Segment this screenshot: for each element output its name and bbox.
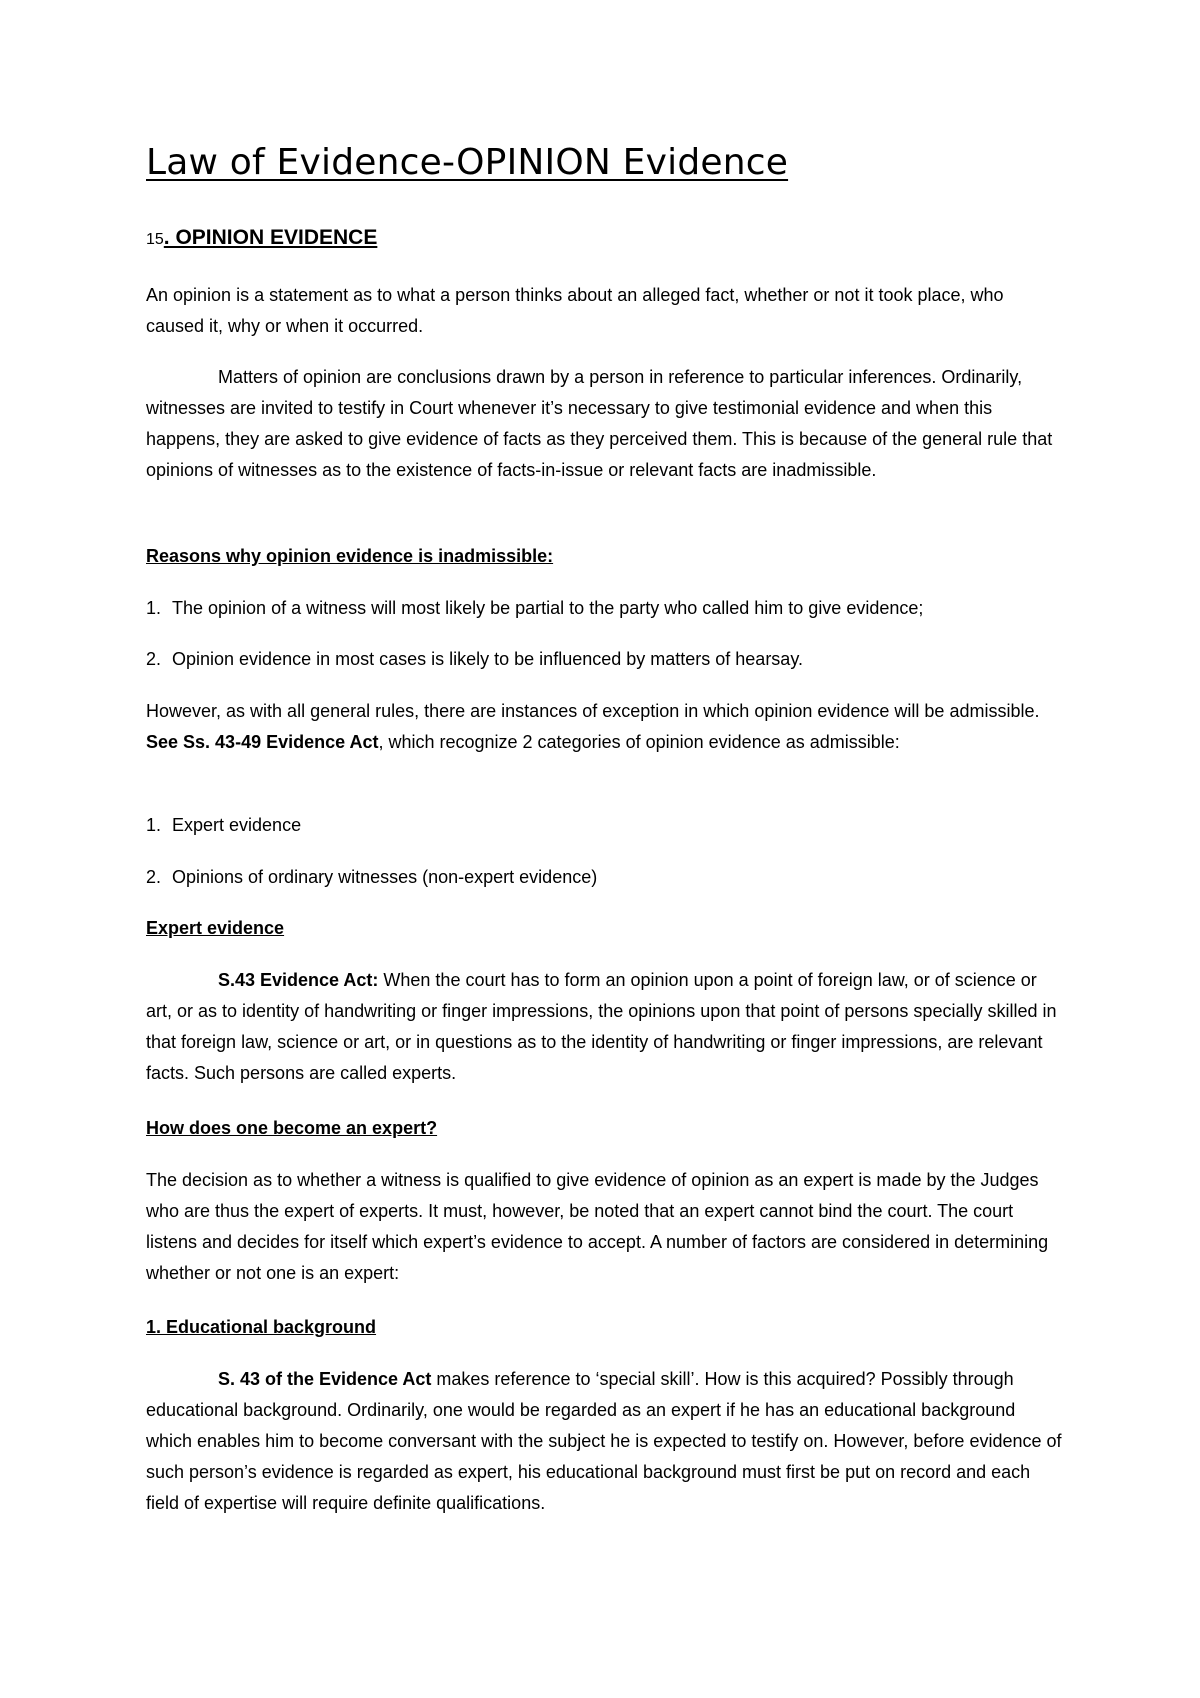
expert-evidence-heading: Expert evidence [146, 918, 285, 938]
s43-text: When the court has to form an opinion upon a point of foreign law, or of science or art, or as to identity of handwriting or finger impressions, the opinions upon that point of persons specially skilled in that foreign law, science or art, or in questions as to the identity of handwriting or finger impressions, are relevant facts. Such persons are called experts. [146, 970, 1057, 1083]
reason-number: 1. [146, 598, 162, 618]
category-item-1 [146, 810, 301, 841]
exception-text-before: However, as with all general rules, there are instances of exception in which opinion evidence will be admissible. [146, 701, 1040, 721]
s43-paragraph [146, 965, 1066, 1089]
opinion-paragraph: Matters of opinion are conclusions drawn by a person in reference to particular inferences. Ordinarily, witnesses are invited to testify in Court whenever it’s necessary to give testimonial evidence and when this happens, they are asked to give evidence of facts as they perceived them. This is because of the general rule that opinions of witnesses as to the existence of facts-in-issue or relevant facts are inadmissible. [146, 367, 1053, 480]
decision-paragraph: The decision as to whether a witness is qualified to give evidence of opinion as an expert is made by the Judges who are thus the expert of experts. It must, however, be noted that an expert cannot bind the court. The court listens and decides for itself which expert’s evidence to accept. A number of factors are considered in determining whether or not one is an expert: [146, 1170, 1049, 1283]
reason-text: The opinion of a witness will most likely be partial to the party who called him to give evidence; [172, 598, 924, 618]
category-text: Opinions of ordinary witnesses (non-expert evidence) [172, 867, 598, 887]
category-number: 1. [146, 815, 162, 835]
document-title: Law of Evidence-OPINION Evidence [146, 142, 789, 183]
section-heading [146, 222, 377, 255]
educational-statute-ref: S. 43 of the Evidence Act [218, 1369, 432, 1389]
s43-statute-ref: S.43 Evidence Act: [218, 970, 379, 990]
reasons-heading: Reasons why opinion evidence is inadmissible: [146, 546, 554, 566]
section-title: . OPINION EVIDENCE [163, 226, 378, 249]
become-expert-heading: How does one become an expert? [146, 1118, 438, 1138]
exception-paragraph [146, 696, 1066, 758]
section-number: 15 [146, 231, 164, 248]
educational-text: makes reference to ‘special skill’. How is this acquired? Possibly through educational background. Ordinarily, one would be regarded as an expert if he has an educational background which enables him to become conversant with the subject he is expected to testify on. However, before evidence of such person’s evidence is regarded as expert, his educational background must first be put on record and each field of expertise will require definite qualifications. [146, 1369, 1062, 1513]
educational-paragraph [146, 1364, 1066, 1519]
category-text: Expert evidence [172, 815, 302, 835]
educational-background-heading: 1. Educational background [146, 1317, 377, 1337]
intro-paragraph: An opinion is a statement as to what a person thinks about an alleged fact, whether or not it took place, who caused it, why or when it occurred. [146, 285, 1004, 336]
reason-number: 2. [146, 649, 162, 669]
reason-item-1 [146, 593, 923, 624]
reason-item-2 [146, 644, 803, 675]
category-number: 2. [146, 867, 162, 887]
exception-text-after: , which recognize 2 categories of opinion evidence as admissible: [378, 732, 900, 752]
reason-text: Opinion evidence in most cases is likely to be influenced by matters of hearsay. [172, 649, 803, 669]
exception-statute-ref: See Ss. 43-49 Evidence Act [146, 732, 379, 752]
category-item-2 [146, 862, 597, 893]
